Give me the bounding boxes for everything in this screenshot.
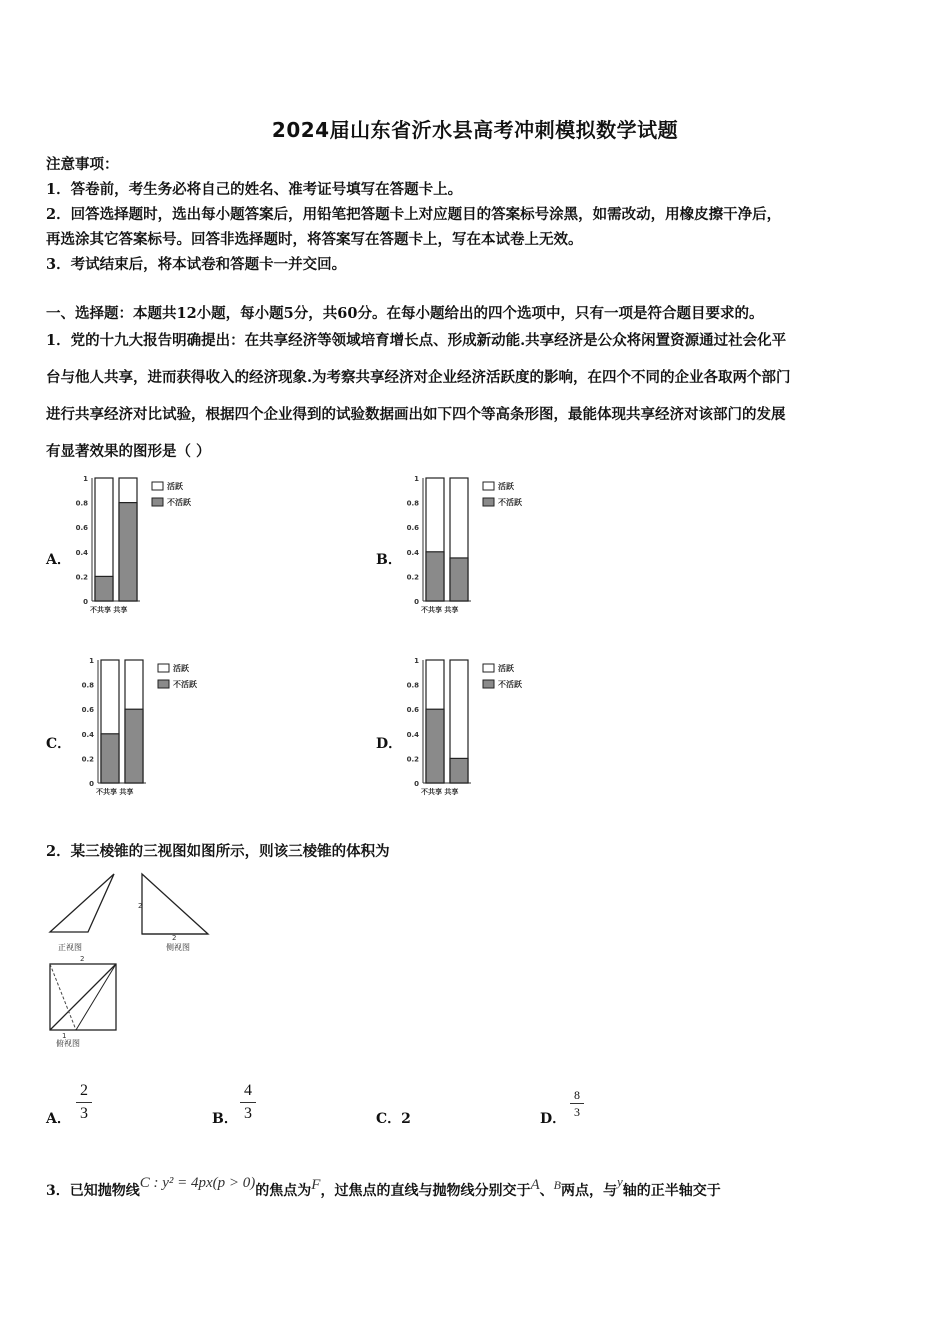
- q3-text: 3．已知抛物线C : y² = 4px(p > 0)的焦点为F，过焦点的直线与抛物线分别交于A、B两点，与y轴的正半轴交于: [46, 1174, 721, 1199]
- numerator: 8: [574, 1088, 580, 1102]
- legend-swatch: [158, 680, 169, 688]
- option-b-label: B．: [376, 552, 402, 568]
- q1-text: 进行共享经济对比试验，根据四个企业得到的试验数据画出如下四个等高条形图，最能体现共享经济对该部门的发展: [46, 406, 786, 423]
- x-tick-label: 不共享 共享: [421, 606, 459, 614]
- side-view-label: 侧视图: [166, 943, 190, 952]
- section-heading: 一、选择题：本题共12小题，每小题5分，共60分。在每小题给出的四个选项中，只有一项是符合题目要求的。: [46, 305, 764, 322]
- denominator: 3: [574, 1105, 580, 1119]
- legend-label: 活跃: [173, 664, 189, 673]
- chart-a: [66, 468, 206, 624]
- top-dim-label: 2: [80, 955, 85, 963]
- q2-option-c-label: C．2: [376, 1111, 411, 1127]
- y-tick-label: 0.2: [406, 573, 419, 582]
- bar-inactive: [426, 552, 444, 601]
- legend-label: 活跃: [498, 664, 514, 673]
- y-tick-label: 0: [89, 780, 94, 788]
- three-view-figure: [40, 868, 240, 1062]
- q3-formula: C : y² = 4px(p > 0): [139, 1175, 256, 1191]
- bar-inactive: [426, 709, 444, 783]
- legend-swatch: [483, 680, 494, 688]
- denominator: 3: [244, 1105, 252, 1122]
- denominator: 3: [80, 1105, 88, 1122]
- chart-c: [72, 650, 212, 806]
- y-tick-label: 1: [414, 657, 419, 665]
- y-tick-label: 0.2: [406, 755, 419, 764]
- numerator: 2: [80, 1082, 88, 1099]
- top-view-label: 俯视图: [56, 1039, 80, 1048]
- front-view-shape: [50, 874, 114, 932]
- numerator: 4: [244, 1082, 252, 1099]
- q2-text: 2．某三棱锥的三视图如图所示，则该三棱锥的体积为: [46, 843, 390, 860]
- y-tick-label: 0.6: [406, 524, 419, 533]
- legend-swatch: [483, 664, 494, 672]
- bar-inactive: [101, 734, 119, 783]
- bar-inactive: [95, 576, 113, 601]
- legend-label: 活跃: [498, 482, 514, 491]
- legend-swatch: [483, 482, 494, 490]
- y-tick-label: 0.6: [406, 706, 419, 715]
- q1-text: 台与他人共享，进而获得收入的经济现象.为考察共享经济对企业经济活跃度的影响，在四个不同的企业各取两个部门: [46, 369, 791, 386]
- legend-swatch: [483, 498, 494, 506]
- bar-inactive: [125, 709, 143, 783]
- chart-d: [397, 650, 537, 806]
- page-title: 2024届山东省沂水县高考冲刺模拟数学试题: [271, 118, 679, 142]
- option-c-label: C．: [46, 736, 72, 752]
- q1-text: 1．党的十九大报告明确提出：在共享经济等领域培育增长点、形成新动能.共享经济是公众将闲置资源通过社会化平: [46, 332, 787, 349]
- y-tick-label: 1: [83, 475, 88, 483]
- y-tick-label: 0.8: [81, 681, 94, 690]
- q2-option-c-value: 2: [401, 1111, 411, 1127]
- side-dim-label: 2: [138, 902, 143, 910]
- y-tick-label: 0.4: [406, 730, 419, 739]
- notice-item: 再选涂其它答案标号。回答非选择题时，将答案写在答题卡上，写在本试卷上无效。: [46, 231, 583, 248]
- x-tick-label: 不共享 共享: [421, 788, 459, 796]
- y-tick-label: 0.4: [406, 548, 419, 557]
- x-tick-label: 不共享 共享: [96, 788, 134, 796]
- q2-option-a-label: A．: [46, 1111, 71, 1127]
- legend-label: 活跃: [167, 482, 183, 491]
- y-tick-label: 0.4: [75, 548, 88, 557]
- q2-option-b-label: B．: [212, 1111, 238, 1127]
- legend-label: 不活跃: [167, 498, 191, 507]
- x-tick-label: 不共享 共享: [90, 606, 128, 614]
- notice-item: 3．考试结束后，将本试卷和答题卡一并交回。: [46, 256, 347, 273]
- y-tick-label: 0: [414, 780, 419, 788]
- legend-label: 不活跃: [498, 498, 522, 507]
- y-tick-label: 0.2: [75, 573, 88, 582]
- q2-option-a-fraction: [76, 1083, 92, 1122]
- top-dim-label: 1: [62, 1032, 67, 1040]
- y-tick-label: 0.8: [406, 499, 419, 508]
- y-tick-label: 0.4: [81, 730, 94, 739]
- side-view-shape: [142, 874, 208, 934]
- legend-label: 不活跃: [173, 680, 197, 689]
- chart-b: [397, 468, 537, 624]
- y-tick-label: 0: [414, 598, 419, 606]
- legend-swatch: [158, 664, 169, 672]
- option-a-label: A．: [46, 552, 71, 568]
- y-tick-label: 0.8: [75, 499, 88, 508]
- y-tick-label: 0.6: [81, 706, 94, 715]
- q1-text: 有显著效果的图形是（ ）: [46, 443, 211, 460]
- q2-option-b-fraction: [240, 1083, 256, 1122]
- legend-swatch: [152, 498, 163, 506]
- y-tick-label: 0.2: [81, 755, 94, 764]
- y-tick-label: 0: [83, 598, 88, 606]
- legend-swatch: [152, 482, 163, 490]
- notice-heading: 注意事项：: [46, 156, 119, 173]
- notice-item: 2．回答选择题时，选出每小题答案后，用铅笔把答题卡上对应题目的答案标号涂黑，如需改动，用橡皮擦干净后，: [46, 206, 782, 223]
- q2-option-d-label: D．: [540, 1111, 567, 1127]
- q2-option-d-fraction: [570, 1089, 584, 1118]
- option-d-label: D．: [376, 736, 403, 752]
- y-tick-label: 1: [414, 475, 419, 483]
- bar-inactive: [450, 558, 468, 601]
- side-dim-label: 2: [172, 934, 177, 942]
- legend-label: 不活跃: [498, 680, 522, 689]
- front-view-label: 正视图: [58, 943, 82, 952]
- y-tick-label: 0.6: [75, 524, 88, 533]
- notice-item: 1．答卷前，考生务必将自己的姓名、准考证号填写在答题卡上。: [46, 181, 463, 198]
- y-tick-label: 1: [89, 657, 94, 665]
- bar-inactive: [119, 503, 137, 601]
- y-tick-label: 0.8: [406, 681, 419, 690]
- bar-inactive: [450, 758, 468, 783]
